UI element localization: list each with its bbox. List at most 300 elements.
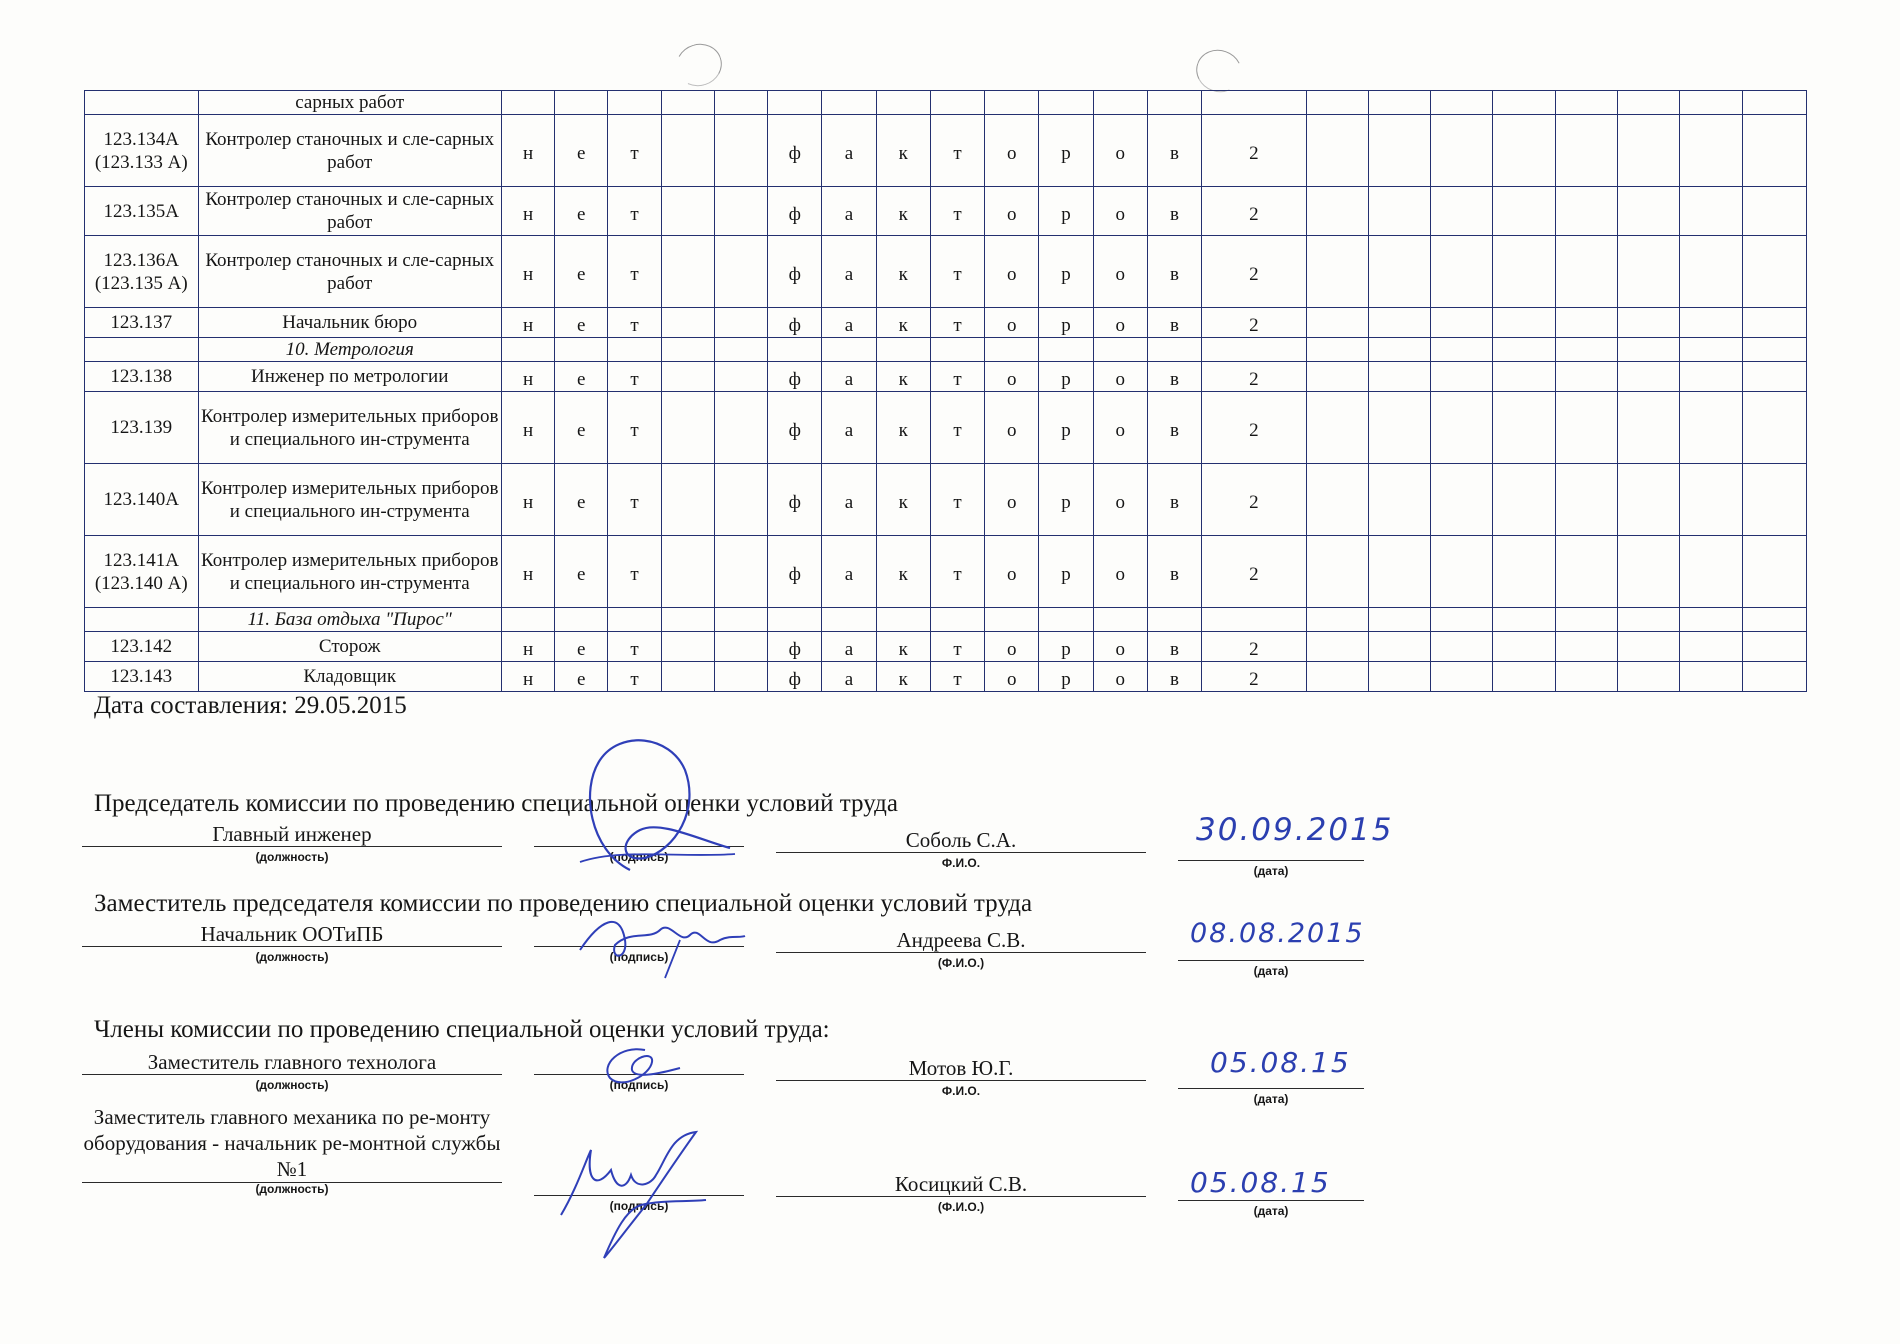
factor-cell — [1093, 338, 1147, 362]
factor-cell — [555, 91, 608, 115]
factor-cell: к — [876, 392, 930, 464]
factor-cell: т — [930, 236, 984, 308]
member1-position-field — [82, 1050, 502, 1092]
workplace-code: 123.139 — [85, 392, 199, 464]
factor-cell: о — [985, 187, 1039, 236]
empty-cell — [1555, 91, 1617, 115]
factor-cell — [985, 338, 1039, 362]
empty-cell — [1555, 608, 1617, 632]
member1-date-field — [1178, 1088, 1364, 1106]
factor-cell: ф — [768, 464, 822, 536]
chair-position-field — [82, 822, 502, 864]
factor-cell — [661, 608, 714, 632]
factor-cell: ф — [768, 115, 822, 187]
factor-cell — [1039, 338, 1093, 362]
factor-cell — [930, 91, 984, 115]
workplace-code: 123.137 — [85, 308, 199, 338]
signature-caption: (подпись) — [609, 850, 669, 864]
empty-cell — [1493, 308, 1555, 338]
factor-cell: о — [1093, 187, 1147, 236]
fio-caption: Ф.И.О. — [941, 1084, 981, 1098]
factor-cell — [661, 632, 714, 662]
factor-cell: а — [822, 187, 876, 236]
empty-cell — [1555, 536, 1617, 608]
member1-date-handwritten: 05.08.15 — [1210, 1046, 1351, 1079]
factor-cell: в — [1147, 464, 1201, 536]
factor-cell: а — [822, 115, 876, 187]
factor-cell: ф — [768, 632, 822, 662]
empty-cell — [1555, 662, 1617, 692]
empty-cell — [1742, 392, 1806, 464]
empty-cell — [1431, 338, 1493, 362]
empty-cell — [1680, 632, 1742, 662]
position-caption: (должность) — [255, 1078, 329, 1092]
factor-cell: о — [1093, 308, 1147, 338]
empty-cell — [1493, 632, 1555, 662]
factor-cell — [876, 338, 930, 362]
factor-cell — [661, 115, 714, 187]
factor-cell: н — [501, 464, 554, 536]
factor-cell — [714, 392, 767, 464]
table-row — [85, 464, 1807, 536]
empty-cell — [1555, 632, 1617, 662]
factor-cell: о — [1093, 115, 1147, 187]
class-cell: 2 — [1202, 115, 1306, 187]
factor-cell — [714, 464, 767, 536]
factor-cell — [876, 91, 930, 115]
workplace-code — [85, 608, 199, 632]
table-row — [85, 187, 1807, 236]
factor-cell — [661, 187, 714, 236]
factor-cell: т — [608, 464, 661, 536]
empty-cell — [1617, 464, 1679, 536]
factor-cell: р — [1039, 632, 1093, 662]
empty-cell — [1368, 632, 1430, 662]
table-row — [85, 91, 1807, 115]
workplace-code — [85, 91, 199, 115]
factor-cell: к — [876, 464, 930, 536]
factor-cell: т — [930, 464, 984, 536]
factor-cell: о — [1093, 662, 1147, 692]
empty-cell — [1368, 608, 1430, 632]
factor-cell: р — [1039, 115, 1093, 187]
empty-cell — [1368, 392, 1430, 464]
factor-cell: о — [1093, 536, 1147, 608]
date-caption: (дата) — [1253, 1092, 1289, 1106]
factor-cell: в — [1147, 392, 1201, 464]
empty-cell — [1617, 236, 1679, 308]
empty-cell — [1493, 362, 1555, 392]
member2-name: Косицкий С.В. — [894, 1172, 1028, 1196]
empty-cell — [1742, 187, 1806, 236]
factor-cell: т — [608, 236, 661, 308]
chair-date-field — [1178, 860, 1364, 878]
class-cell — [1202, 338, 1306, 362]
factor-cell: т — [930, 536, 984, 608]
workplace-code: 123.142 — [85, 632, 199, 662]
workplace-code: 123.143 — [85, 662, 199, 692]
date-caption: (дата) — [1253, 1204, 1289, 1218]
empty-cell — [1680, 187, 1742, 236]
job-title: Контролер станочных и сле-сарных работ — [198, 187, 501, 236]
empty-cell — [1431, 662, 1493, 692]
empty-cell — [1680, 91, 1742, 115]
factor-cell: о — [985, 536, 1039, 608]
class-cell: 2 — [1202, 187, 1306, 236]
vice-date-field — [1178, 960, 1364, 978]
empty-cell — [1368, 115, 1430, 187]
empty-cell — [1617, 662, 1679, 692]
empty-cell — [1617, 536, 1679, 608]
factor-cell — [714, 236, 767, 308]
workplace-code: 123.141А (123.140 А) — [85, 536, 199, 608]
empty-cell — [1306, 632, 1368, 662]
factor-cell: о — [985, 662, 1039, 692]
empty-cell — [1742, 308, 1806, 338]
section-title: 11. База отдыха "Пирос" — [198, 608, 501, 632]
section-row — [85, 338, 1807, 362]
members-heading: Члены комиссии по проведению специальной оценки условий труда: — [94, 1016, 830, 1043]
date-caption: (дата) — [1253, 964, 1289, 978]
factor-cell: ф — [768, 536, 822, 608]
member2-date-field — [1178, 1200, 1364, 1218]
factor-cell — [661, 362, 714, 392]
factor-cell — [714, 91, 767, 115]
chair-position: Главный инженер — [212, 822, 372, 846]
factor-cell: о — [1093, 236, 1147, 308]
empty-cell — [1306, 608, 1368, 632]
factor-cell: о — [985, 362, 1039, 392]
factor-cell: р — [1039, 464, 1093, 536]
factor-cell — [661, 308, 714, 338]
empty-cell — [1680, 662, 1742, 692]
position-caption: (должность) — [255, 1182, 329, 1196]
empty-cell — [1493, 236, 1555, 308]
factor-cell: о — [1093, 464, 1147, 536]
factor-cell — [822, 91, 876, 115]
empty-cell — [1742, 608, 1806, 632]
empty-cell — [1617, 608, 1679, 632]
empty-cell — [1431, 308, 1493, 338]
empty-cell — [1368, 187, 1430, 236]
class-cell: 2 — [1202, 236, 1306, 308]
factor-cell: т — [608, 308, 661, 338]
factor-cell: т — [930, 362, 984, 392]
empty-cell — [1680, 392, 1742, 464]
chair-heading: Председатель комиссии по проведению специальной оценки условий труда — [94, 790, 898, 817]
workplace-code: 123.136А (123.135 А) — [85, 236, 199, 308]
position-caption: (должность) — [255, 950, 329, 964]
empty-cell — [1617, 308, 1679, 338]
factor-cell: т — [930, 187, 984, 236]
factor-cell: к — [876, 236, 930, 308]
factor-cell — [661, 338, 714, 362]
factor-cell — [661, 662, 714, 692]
factor-cell: а — [822, 308, 876, 338]
workplace-code: 123.140А — [85, 464, 199, 536]
factor-cell: н — [501, 236, 554, 308]
empty-cell — [1617, 115, 1679, 187]
factor-cell: н — [501, 187, 554, 236]
factor-cell — [501, 91, 554, 115]
factor-cell: о — [985, 392, 1039, 464]
empty-cell — [1368, 362, 1430, 392]
job-title: Контролер станочных и сле-сарных работ — [198, 115, 501, 187]
empty-cell — [1431, 608, 1493, 632]
factor-cell: к — [876, 308, 930, 338]
empty-cell — [1306, 464, 1368, 536]
factor-cell: р — [1039, 362, 1093, 392]
table-row — [85, 115, 1807, 187]
factor-cell: т — [608, 632, 661, 662]
section-row — [85, 608, 1807, 632]
member1-sign-row — [0, 1050, 1900, 1110]
member2-name-field — [776, 1172, 1146, 1214]
signature-caption: (подпись) — [609, 950, 669, 964]
assessment-table — [84, 90, 1807, 692]
vice-heading: Заместитель председателя комиссии по проведению специальной оценки условий труда — [94, 890, 1033, 917]
factor-cell: в — [1147, 362, 1201, 392]
empty-cell — [1555, 392, 1617, 464]
table-row — [85, 308, 1807, 338]
factor-cell: в — [1147, 308, 1201, 338]
chair-signature — [560, 730, 750, 880]
fio-caption: Ф.И.О. — [941, 856, 981, 870]
workplace-code: 123.135А — [85, 187, 199, 236]
compilation-date: Дата составления: 29.05.2015 — [94, 692, 407, 719]
factor-cell: о — [985, 308, 1039, 338]
empty-cell — [1617, 338, 1679, 362]
factor-cell: о — [985, 632, 1039, 662]
factor-cell: т — [608, 392, 661, 464]
factor-cell — [714, 632, 767, 662]
factor-cell: а — [822, 464, 876, 536]
empty-cell — [1306, 536, 1368, 608]
chair-name: Соболь С.А. — [905, 828, 1017, 852]
table-row — [85, 536, 1807, 608]
factor-cell — [768, 608, 822, 632]
empty-cell — [1742, 338, 1806, 362]
factor-cell: о — [985, 236, 1039, 308]
factor-cell — [661, 91, 714, 115]
factor-cell: о — [985, 115, 1039, 187]
factor-cell — [714, 338, 767, 362]
section-title: 10. Метрология — [198, 338, 501, 362]
empty-cell — [1368, 236, 1430, 308]
empty-cell — [1306, 308, 1368, 338]
vice-position: Начальник ООТиПБ — [200, 922, 384, 946]
empty-cell — [1680, 362, 1742, 392]
empty-cell — [1742, 662, 1806, 692]
member2-signature — [556, 1130, 716, 1260]
empty-cell — [1368, 536, 1430, 608]
factor-cell: о — [1093, 362, 1147, 392]
empty-cell — [1555, 338, 1617, 362]
factor-cell: е — [555, 464, 608, 536]
empty-cell — [1742, 362, 1806, 392]
factor-cell — [608, 608, 661, 632]
empty-cell — [1680, 236, 1742, 308]
factor-cell — [661, 464, 714, 536]
empty-cell — [1306, 91, 1368, 115]
factor-cell: т — [608, 536, 661, 608]
empty-cell — [1617, 91, 1679, 115]
factor-cell — [930, 338, 984, 362]
vice-sign-row — [0, 922, 1900, 982]
member1-name: Мотов Ю.Г. — [908, 1056, 1014, 1080]
factor-cell — [714, 362, 767, 392]
empty-cell — [1493, 536, 1555, 608]
empty-cell — [1368, 308, 1430, 338]
table-row — [85, 632, 1807, 662]
job-title: сарных работ — [198, 91, 501, 115]
empty-cell — [1742, 536, 1806, 608]
chair-date-handwritten: 30.09.2015 — [1196, 812, 1394, 848]
factor-cell — [1039, 608, 1093, 632]
factor-cell: о — [1093, 632, 1147, 662]
factor-cell: в — [1147, 536, 1201, 608]
factor-cell: е — [555, 362, 608, 392]
member2-position-field — [82, 1104, 502, 1196]
workplace-code: 123.134А (123.133 А) — [85, 115, 199, 187]
empty-cell — [1493, 608, 1555, 632]
factor-cell: а — [822, 632, 876, 662]
empty-cell — [1493, 115, 1555, 187]
factor-cell: а — [822, 392, 876, 464]
factor-cell — [768, 338, 822, 362]
class-cell: 2 — [1202, 392, 1306, 464]
factor-cell — [985, 91, 1039, 115]
factor-cell — [1147, 608, 1201, 632]
factor-cell — [555, 608, 608, 632]
factor-cell — [1147, 338, 1201, 362]
empty-cell — [1680, 338, 1742, 362]
signature-caption: (подпись) — [609, 1199, 669, 1213]
empty-cell — [1306, 187, 1368, 236]
factor-cell — [608, 338, 661, 362]
factor-cell: т — [930, 308, 984, 338]
member1-signature — [590, 1040, 690, 1090]
factor-cell: а — [822, 236, 876, 308]
class-cell — [1202, 91, 1306, 115]
factor-cell — [501, 338, 554, 362]
empty-cell — [1431, 91, 1493, 115]
factor-cell: е — [555, 236, 608, 308]
factor-cell: к — [876, 187, 930, 236]
empty-cell — [1431, 632, 1493, 662]
factor-cell: р — [1039, 308, 1093, 338]
job-title: Инженер по метрологии — [198, 362, 501, 392]
factor-cell: к — [876, 662, 930, 692]
factor-cell: т — [608, 115, 661, 187]
factor-cell: в — [1147, 236, 1201, 308]
factor-cell: к — [876, 632, 930, 662]
empty-cell — [1680, 536, 1742, 608]
empty-cell — [1742, 632, 1806, 662]
factor-cell — [876, 608, 930, 632]
factor-cell: н — [501, 632, 554, 662]
vice-position-field — [82, 922, 502, 964]
factor-cell: ф — [768, 187, 822, 236]
empty-cell — [1368, 464, 1430, 536]
empty-cell — [1555, 115, 1617, 187]
factor-cell: р — [1039, 236, 1093, 308]
empty-cell — [1493, 662, 1555, 692]
empty-cell — [1555, 308, 1617, 338]
factor-cell — [1039, 91, 1093, 115]
factor-cell: в — [1147, 115, 1201, 187]
factor-cell: н — [501, 115, 554, 187]
vice-name-field — [776, 928, 1146, 970]
factor-cell: р — [1039, 536, 1093, 608]
factor-cell: е — [555, 187, 608, 236]
job-title: Контролер измерительных приборов и специального ин-струмента — [198, 464, 501, 536]
factor-cell — [555, 338, 608, 362]
job-title: Начальник бюро — [198, 308, 501, 338]
class-cell: 2 — [1202, 536, 1306, 608]
empty-cell — [1368, 91, 1430, 115]
job-title: Сторож — [198, 632, 501, 662]
empty-cell — [1742, 91, 1806, 115]
table-row — [85, 662, 1807, 692]
empty-cell — [1431, 362, 1493, 392]
factor-cell: е — [555, 115, 608, 187]
factor-cell — [661, 392, 714, 464]
empty-cell — [1306, 392, 1368, 464]
chair-sign-row — [0, 822, 1900, 882]
class-cell: 2 — [1202, 662, 1306, 692]
factor-cell — [661, 536, 714, 608]
factor-cell: ф — [768, 362, 822, 392]
empty-cell — [1306, 338, 1368, 362]
empty-cell — [1555, 187, 1617, 236]
factor-cell: ф — [768, 662, 822, 692]
factor-cell: н — [501, 308, 554, 338]
factor-cell: к — [876, 115, 930, 187]
factor-cell: в — [1147, 632, 1201, 662]
class-cell: 2 — [1202, 632, 1306, 662]
empty-cell — [1431, 187, 1493, 236]
empty-cell — [1617, 632, 1679, 662]
table-row — [85, 392, 1807, 464]
factor-cell: ф — [768, 392, 822, 464]
empty-cell — [1368, 338, 1430, 362]
factor-cell: к — [876, 362, 930, 392]
member1-position: Заместитель главного технолога — [147, 1050, 437, 1074]
job-title: Кладовщик — [198, 662, 501, 692]
empty-cell — [1431, 536, 1493, 608]
factor-cell — [1093, 608, 1147, 632]
position-caption: (должность) — [255, 850, 329, 864]
factor-cell: н — [501, 662, 554, 692]
factor-cell: ф — [768, 236, 822, 308]
class-cell — [1202, 608, 1306, 632]
job-title: Контролер станочных и сле-сарных работ — [198, 236, 501, 308]
factor-cell — [768, 91, 822, 115]
factor-cell — [661, 236, 714, 308]
fio-caption: (Ф.И.О.) — [937, 1200, 985, 1214]
table-row — [85, 236, 1807, 308]
empty-cell — [1493, 187, 1555, 236]
empty-cell — [1742, 236, 1806, 308]
member2-position: Заместитель главного механика по ре-монту оборудования - начальник ре-монтной службы №1 — [83, 1105, 501, 1181]
factor-cell: о — [1093, 392, 1147, 464]
empty-cell — [1493, 91, 1555, 115]
class-cell: 2 — [1202, 308, 1306, 338]
factor-cell: р — [1039, 392, 1093, 464]
factor-cell — [714, 662, 767, 692]
empty-cell — [1680, 608, 1742, 632]
